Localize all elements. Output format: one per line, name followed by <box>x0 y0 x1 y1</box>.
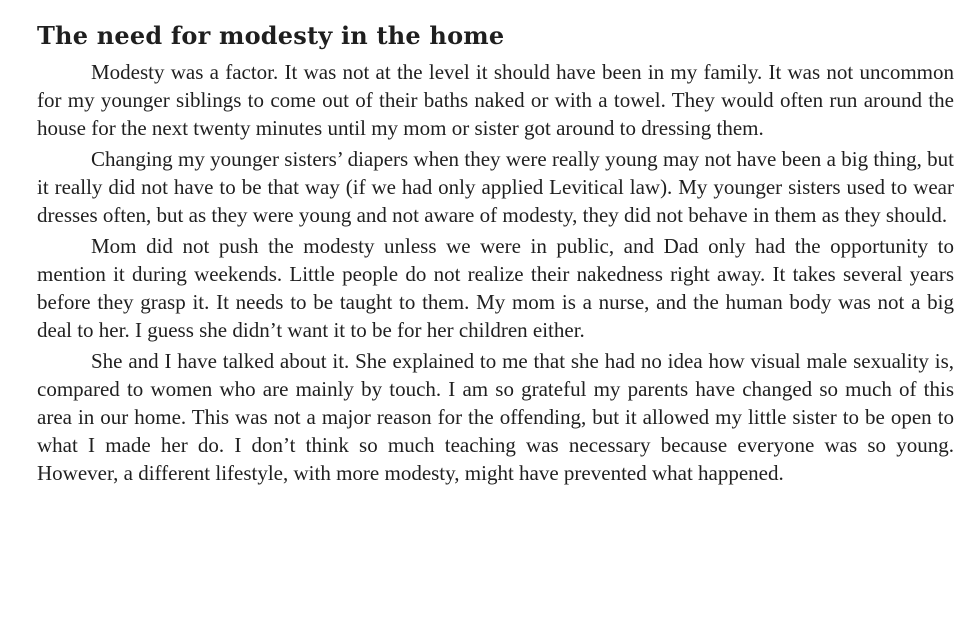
document-page <box>37 14 954 487</box>
section-heading: The need for modesty in the home <box>37 21 505 50</box>
paragraph-4: She and I have talked about it. She explained to me that she had no idea how visual male sexuality is, compared to women who are mainly by touch. I am so grateful my parents have changed so much of this area in our home. This was not a major reason for the offending, but it allowed my little sister to be open to what I made her do. I don’t think so much teaching was necessary because everyone was so young. However, a different lifestyle, with more modesty, might have prevented what happened. <box>37 349 954 485</box>
paragraph-1: Modesty was a factor. It was not at the level it should have been in my family. It was not uncommon for my younger siblings to come out of their baths naked or with a towel. They would often run around the house for the next twenty minutes until my mom or sister got around to dressing them. <box>37 60 954 140</box>
paragraph-2: Changing my younger sisters’ diapers when they were really young may not have been a big thing, but it really did not have to be that way (if we had only applied Levitical law). My younger sisters used to wear dresses often, but as they were young and not aware of modesty, they did not behave in them as they should. <box>37 147 954 227</box>
paragraph-3: Mom did not push the modesty unless we were in public, and Dad only had the opportunity to mention it during weekends. Little people do not realize their nakedness right away. It takes several years before they grasp it. It needs to be taught to them. My mom is a nurse, and the human body was not a big deal to her. I guess she didn’t want it to be for her children either. <box>37 234 954 342</box>
